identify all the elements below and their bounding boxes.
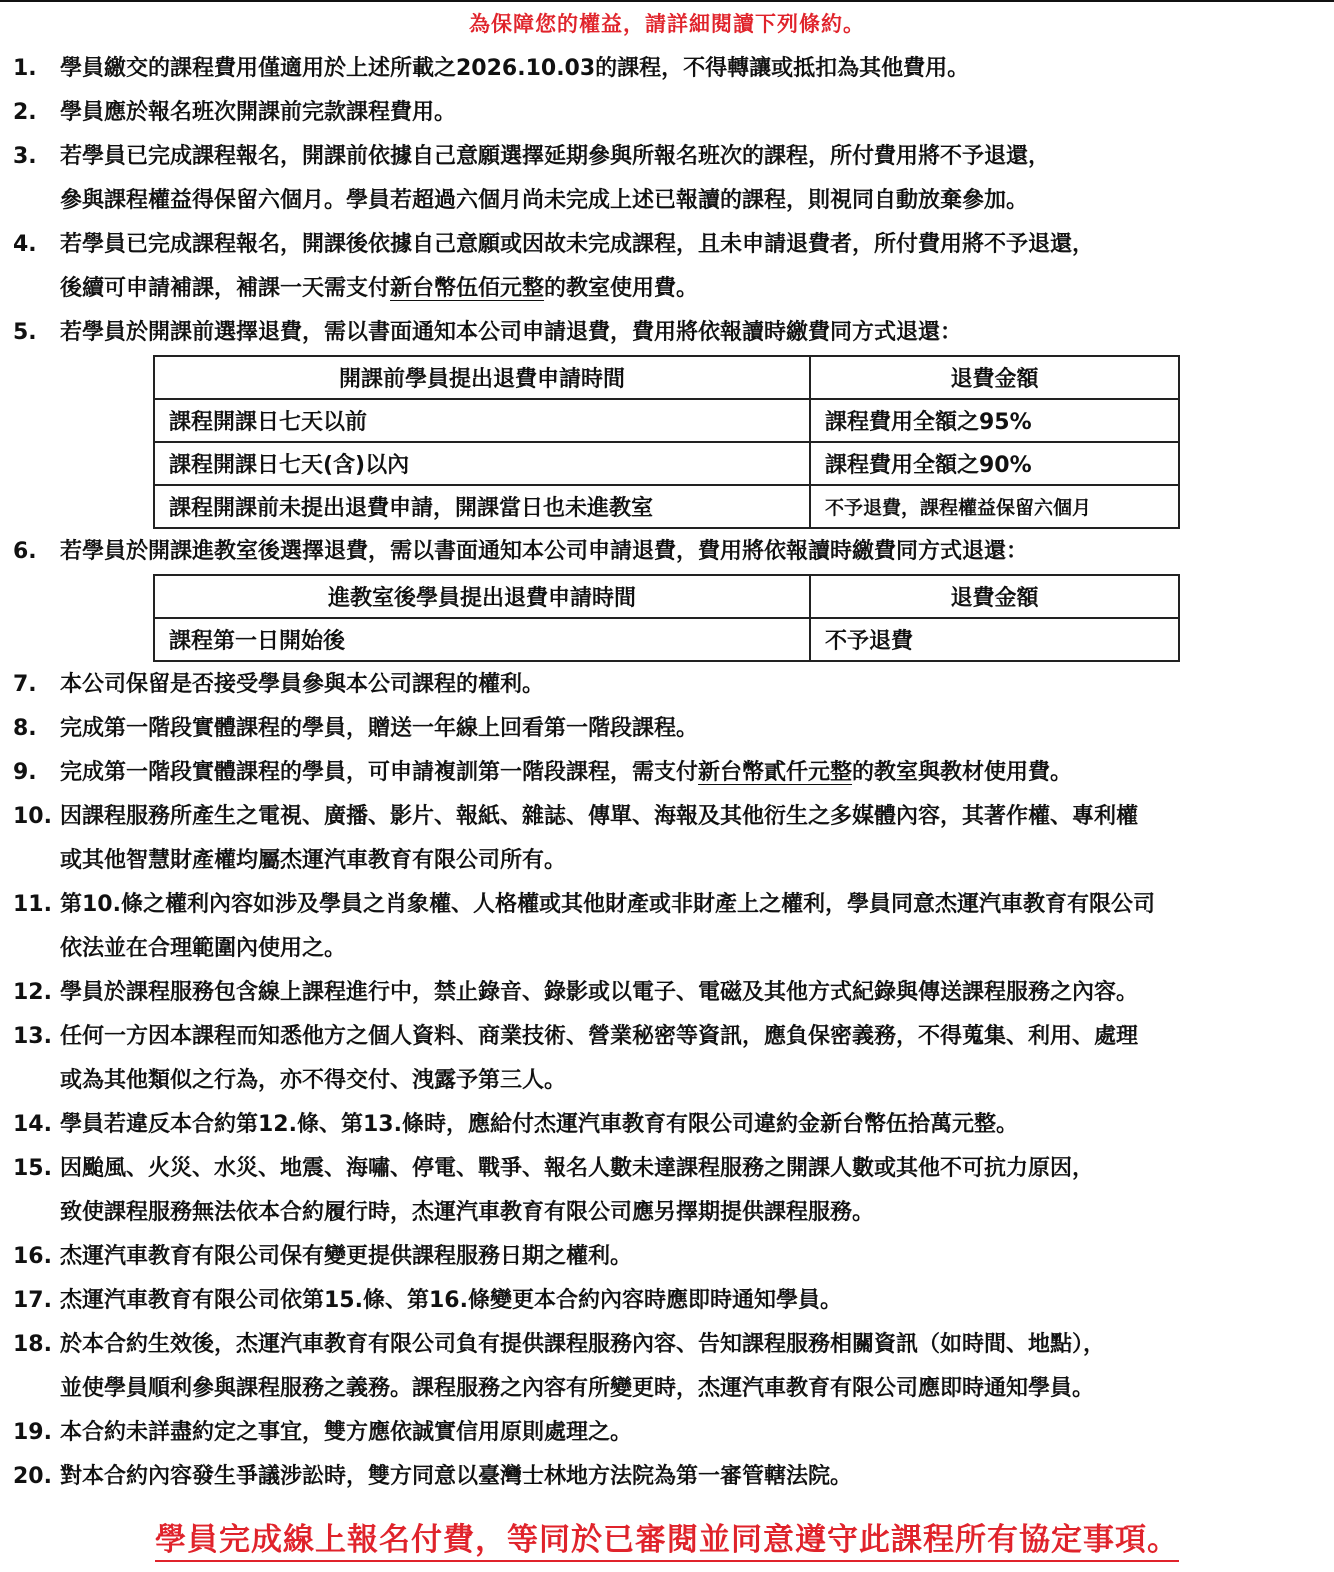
clause-text-part: 完成第一階段實體課程的學員，可申請複訓第一階段課程，需支付 bbox=[60, 760, 699, 785]
clause-text: 杰運汽車教育有限公司保有變更提供課程服務日期之權利。 bbox=[60, 1244, 633, 1269]
clause-text: 依法並在合理範圍內使用之。 bbox=[60, 936, 347, 961]
clause-text: 本公司保留是否接受學員參與本公司課程的權利。 bbox=[60, 672, 545, 697]
clause-number: 4. bbox=[13, 232, 37, 257]
clause-number: 9. bbox=[13, 760, 37, 785]
table-row bbox=[154, 442, 1179, 485]
clause-number: 3. bbox=[13, 144, 37, 169]
clause-text: 或其他智慧財產權均屬杰運汽車教育有限公司所有。 bbox=[60, 848, 567, 873]
clause-text: 第10.條之權利內容如涉及學員之肖象權、人格權或其他財產或非財產上之權利，學員同意杰運汽車教育有限公司 bbox=[60, 892, 1155, 917]
clause-number: 5. bbox=[13, 320, 37, 345]
clause-3 bbox=[0, 135, 1334, 223]
notice-header: 為保障您的權益，請詳細閱讀下列條約。 bbox=[469, 12, 865, 36]
clause-20 bbox=[0, 1455, 1334, 1499]
clause-text: 若學員已完成課程報名，開課後依據自己意願或因故未完成課程，且未申請退費者，所付費用將不予退還， bbox=[60, 232, 1095, 257]
clause-text: 完成第一階段實體課程的學員，贈送一年線上回看第一階段課程。 bbox=[60, 716, 699, 741]
clause-number: 8. bbox=[13, 716, 37, 741]
clause-text: 因颱風、火災、水災、地震、海嘯、停電、戰爭、報名人數未達課程服務之開課人數或其他不可抗力原因， bbox=[60, 1156, 1095, 1181]
clause-text: 於本合約生效後，杰運汽車教育有限公司負有提供課程服務內容、告知課程服務相關資訊（如時間、地點）， bbox=[60, 1332, 1106, 1357]
table-row bbox=[154, 399, 1179, 442]
clause-text: 學員若違反本合約第12.條、第13.條時，應給付杰運汽車教育有限公司違約金新台幣伍拾萬元整。 bbox=[60, 1112, 1018, 1137]
clause-6 bbox=[0, 530, 1334, 574]
clause-number: 17. bbox=[13, 1288, 52, 1313]
clause-text-part: 的教室使用費。 bbox=[544, 276, 699, 301]
clause-text: 若學員於開課進教室後選擇退費，需以書面通知本公司申請退費，費用將依報讀時繳費同方式退還： bbox=[60, 539, 1029, 564]
table-header-row bbox=[154, 575, 1179, 618]
refund-table-before-class bbox=[153, 355, 1180, 529]
clause-7 bbox=[0, 663, 1334, 707]
clause-11 bbox=[0, 883, 1334, 971]
clause-text: 致使課程服務無法依本合約履行時，杰運汽車教育有限公司應另擇期提供課程服務。 bbox=[60, 1200, 875, 1225]
clause-number: 13. bbox=[13, 1024, 52, 1049]
clause-text: 學員繳交的課程費用僅適用於上述所載之2026.10.03的課程，不得轉讓或抵扣為其他費用。 bbox=[60, 56, 970, 81]
table-header-cell: 退費金額 bbox=[810, 575, 1179, 618]
clause-5 bbox=[0, 311, 1334, 355]
clause-number: 18. bbox=[13, 1332, 52, 1357]
clause-text: 杰運汽車教育有限公司依第15.條、第16.條變更本合約內容時應即時通知學員。 bbox=[60, 1288, 842, 1313]
table-cell: 不予退費 bbox=[810, 618, 1179, 661]
clause-text: 並使學員順利參與課程服務之義務。課程服務之內容有所變更時，杰運汽車教育有限公司應即時通知學員。 bbox=[60, 1376, 1095, 1401]
table-header-cell: 退費金額 bbox=[810, 356, 1179, 399]
clause-number: 16. bbox=[13, 1244, 52, 1269]
clause-2 bbox=[0, 91, 1334, 135]
clause-text: 對本合約內容發生爭議涉訟時，雙方同意以臺灣士林地方法院為第一審管轄法院。 bbox=[60, 1464, 853, 1489]
clause-number: 20. bbox=[13, 1464, 52, 1489]
clause-number: 19. bbox=[13, 1420, 52, 1445]
clause-text: 因課程服務所產生之電視、廣播、影片、報紙、雜誌、傳單、海報及其他衍生之多媒體內容，其著作權、專利權 bbox=[60, 804, 1139, 829]
table-header-row bbox=[154, 356, 1179, 399]
clause-text: 學員於課程服務包含線上課程進行中，禁止錄音、錄影或以電子、電磁及其他方式紀錄與傳送課程服務之內容。 bbox=[60, 980, 1139, 1005]
clause-19 bbox=[0, 1411, 1334, 1455]
clause-15 bbox=[0, 1147, 1334, 1235]
clause-text: 若學員於開課前選擇退費，需以書面通知本公司申請退費，費用將依報讀時繳費同方式退還： bbox=[60, 320, 963, 345]
table-cell: 不予退費，課程權益保留六個月 bbox=[810, 485, 1179, 528]
clause-text: 參與課程權益得保留六個月。學員若超過六個月尚未完成上述已報讀的課程，則視同自動放棄參加。 bbox=[60, 188, 1029, 213]
table-row bbox=[154, 618, 1179, 661]
clause-4 bbox=[0, 223, 1334, 311]
clause-number: 11. bbox=[13, 892, 52, 917]
table-cell: 課程開課前未提出退費申請，開課當日也未進教室 bbox=[154, 485, 810, 528]
clause-17 bbox=[0, 1279, 1334, 1323]
clause-number: 1. bbox=[13, 56, 37, 81]
table-cell: 課程費用全額之90% bbox=[810, 442, 1179, 485]
table-cell: 課程費用全額之95% bbox=[810, 399, 1179, 442]
clause-text bbox=[60, 751, 1324, 795]
clause-16 bbox=[0, 1235, 1334, 1279]
clause-18 bbox=[0, 1323, 1334, 1411]
clause-8 bbox=[0, 707, 1334, 751]
clause-text: 或為其他類似之行為，亦不得交付、洩露予第三人。 bbox=[60, 1068, 567, 1093]
clause-number: 15. bbox=[13, 1156, 52, 1181]
clause-9 bbox=[0, 751, 1334, 795]
clause-text bbox=[60, 267, 1324, 311]
clause-list bbox=[0, 47, 1334, 1499]
clause-1 bbox=[0, 47, 1334, 91]
clause-text: 學員應於報名班次開課前完款課程費用。 bbox=[60, 100, 457, 125]
clause-text-part: 的教室與教材使用費。 bbox=[852, 760, 1073, 785]
clause-text-part: 後續可申請補課，補課一天需支付 bbox=[60, 276, 391, 301]
footer-notice-text: 學員完成線上報名付費，等同於已審閱並同意遵守此課程所有協定事項。 bbox=[155, 1522, 1179, 1562]
clause-number: 12. bbox=[13, 980, 52, 1005]
clause-number: 7. bbox=[13, 672, 37, 697]
clause-text: 任何一方因本課程而知悉他方之個人資料、商業技術、營業秘密等資訊，應負保密義務，不得蒐集、利用、處理 bbox=[60, 1024, 1139, 1049]
top-rule bbox=[0, 0, 1334, 2]
clause-text: 若學員已完成課程報名，開課前依據自己意願選擇延期參與所報名班次的課程，所付費用將不予退還， bbox=[60, 144, 1051, 169]
clause-12 bbox=[0, 971, 1334, 1015]
table-cell: 課程第一日開始後 bbox=[154, 618, 810, 661]
clause-13 bbox=[0, 1015, 1334, 1103]
clause-number: 2. bbox=[13, 100, 37, 125]
table-row bbox=[154, 485, 1179, 528]
table-header-cell: 進教室後學員提出退費申請時間 bbox=[154, 575, 810, 618]
clause-number: 6. bbox=[13, 539, 37, 564]
table-cell: 課程開課日七天(含)以內 bbox=[154, 442, 810, 485]
clause-10 bbox=[0, 795, 1334, 883]
footer-notice bbox=[0, 1514, 1334, 1559]
table-header-cell: 開課前學員提出退費申請時間 bbox=[154, 356, 810, 399]
table-cell: 課程開課日七天以前 bbox=[154, 399, 810, 442]
clause-text: 本合約未詳盡約定之事宜，雙方應依誠實信用原則處理之。 bbox=[60, 1420, 633, 1445]
clause-number: 14. bbox=[13, 1112, 52, 1137]
clause-number: 10. bbox=[13, 804, 52, 829]
fee-amount: 新台幣伍佰元整 bbox=[390, 276, 545, 301]
clause-14 bbox=[0, 1103, 1334, 1147]
refund-table-after-class bbox=[153, 574, 1180, 662]
fee-amount: 新台幣貳仟元整 bbox=[698, 760, 853, 785]
